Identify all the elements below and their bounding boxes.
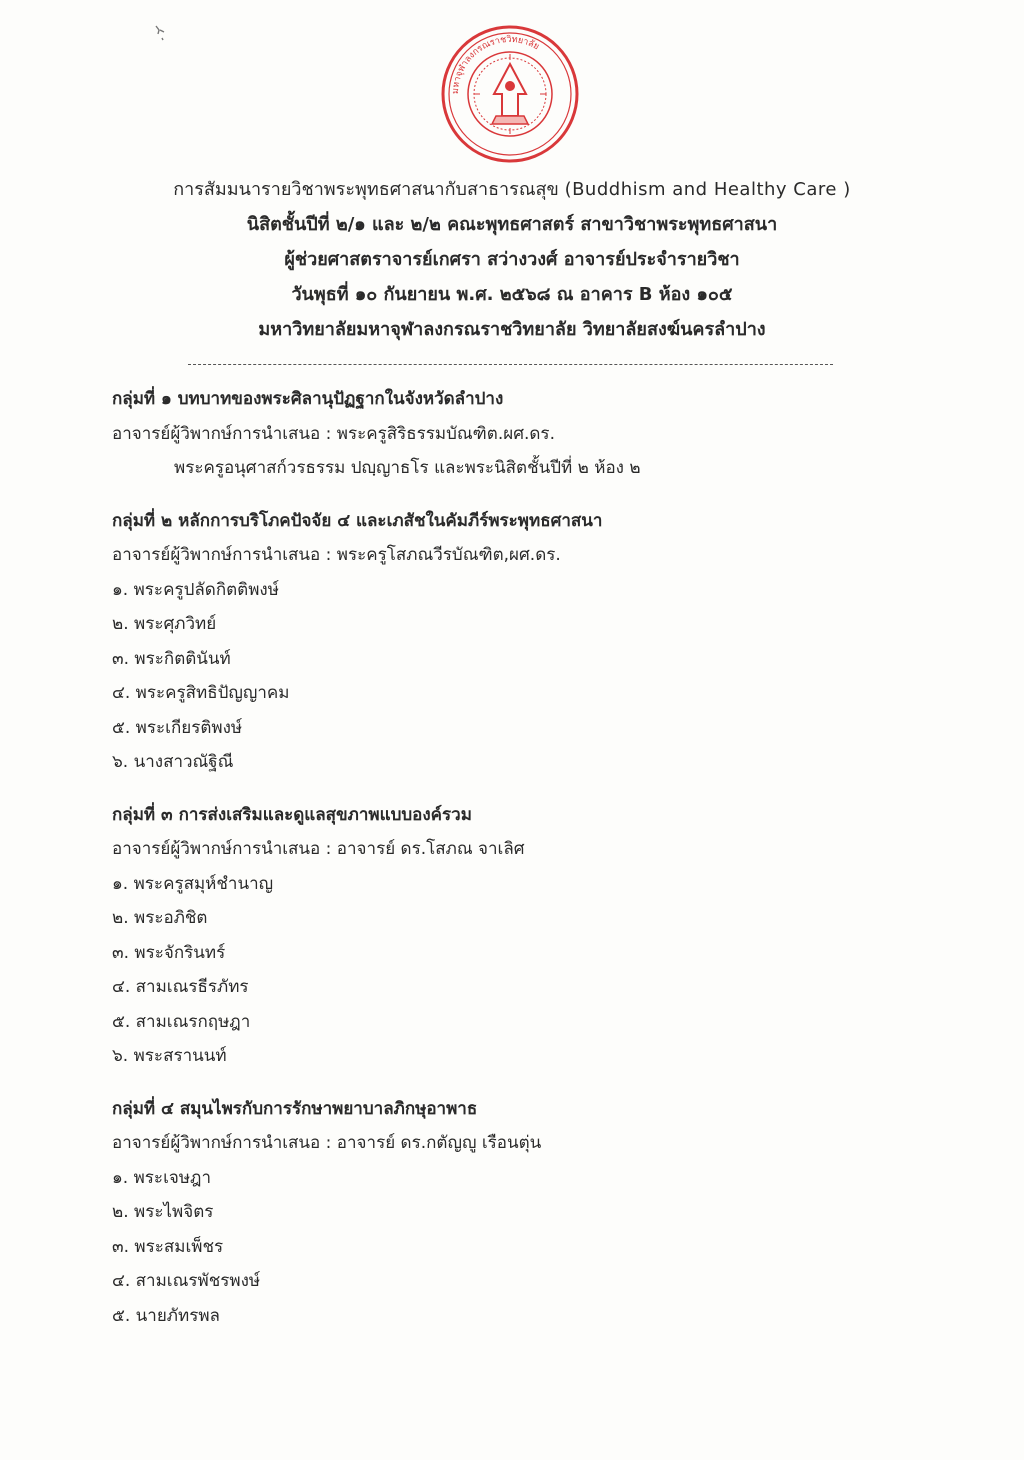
- group-3: [112, 798, 972, 1074]
- seminar-title-english: (Buddhism and Healthy Care ): [564, 179, 851, 200]
- seal-text: มหาจุฬาลงกรณราชวิทยาลัย: [450, 34, 541, 95]
- list-item: ๒. พระอภิชิต: [112, 908, 208, 928]
- group-title: กลุ่มที่ ๔ สมุนไพรกับการรักษาพยาบาลภิกษุอาพาธ: [112, 1098, 478, 1119]
- list-item: ๒. พระไพจิตร: [112, 1202, 214, 1222]
- group-advisor: อาจารย์ผู้วิพากษ์การนำเสนอ : พระครูโสภณวีรบัณฑิต,ผศ.ดร.: [112, 545, 561, 565]
- list-item: ๓. พระจักรินทร์: [112, 942, 226, 963]
- list-item: ๖. นางสาวณัฐิณี: [112, 752, 234, 772]
- header-divider: [188, 364, 833, 365]
- list-item: ๑. พระเจษฎา: [112, 1167, 212, 1188]
- header-institution: มหาวิทยาลัยมหาจุฬาลงกรณราชวิทยาลัย วิทยาลัยสงฆ์นครลำปาง: [258, 319, 766, 340]
- list-item: ๓. พระสมเพ็ชร: [112, 1236, 224, 1257]
- group-1: [112, 382, 972, 486]
- group-title: กลุ่มที่ ๑ บทบาทของพระศิลานุปัฏฐากในจังหวัดลำปาง: [112, 389, 504, 409]
- group-2: [112, 504, 972, 780]
- list-item: ๕. สามเณรกฤษฎา: [112, 1011, 251, 1032]
- header-date-venue: วันพุธที่ ๑๐ กันยายน พ.ศ. ๒๕๖๘ ณ อาคาร B ห้อง ๑๐๕: [291, 284, 733, 305]
- list-item: ๑. พระครูสมุห์ชำนาญ: [112, 873, 274, 894]
- group-advisor: อาจารย์ผู้วิพากษ์การนำเสนอ : พระครูสิริธรรมบัณฑิต.ผศ.ดร.: [112, 423, 555, 444]
- header-students: นิสิตชั้นปีที่ ๒/๑ และ ๒/๒ คณะพุทธศาสตร์ สาขาวิชาพระพุทธศาสนา: [246, 214, 778, 235]
- group-list: [112, 382, 972, 1351]
- list-item: ๔. พระครูสิทธิปัญญาคม: [112, 683, 290, 703]
- list-item: ๔. สามเณรพัชรพงษ์: [112, 1271, 261, 1291]
- group-advisor: อาจารย์ผู้วิพากษ์การนำเสนอ : อาจารย์ ดร.โสภณ จาเลิศ: [112, 839, 525, 859]
- group-title: กลุ่มที่ ๒ หลักการบริโภคปัจจัย ๔ และเภสัชในคัมภีร์พระพุทธศาสนา: [112, 510, 603, 531]
- seminar-title-thai: การสัมมนารายวิชาพระพุทธศาสนากับสาธารณสุข: [173, 179, 559, 200]
- group-title: กลุ่มที่ ๓ การส่งเสริมและดูแลสุขภาพแบบองค์รวม: [112, 804, 472, 825]
- list-item: ๕. พระเกียรติพงษ์: [112, 717, 243, 738]
- group-4: [112, 1092, 972, 1334]
- header-instructor: ผู้ช่วยศาสตราจารย์เกศรา สว่างวงศ์ อาจารย์ประจำรายวิชา: [284, 249, 740, 270]
- seminar-title: [0, 172, 1024, 207]
- list-item: ๓. พระกิตตินันท์: [112, 648, 231, 669]
- list-item: ๔. สามเณรธีรภัทร: [112, 977, 249, 997]
- list-item: ๖. พระสรานนท์: [112, 1046, 227, 1066]
- ink-speck-icon: [150, 20, 180, 50]
- group-additional-advisors: พระครูอนุศาสก์วรธรรม ปญฺญาธโร และพระนิสิตชั้นปีที่ ๒ ห้อง ๒: [174, 458, 641, 478]
- university-seal-icon: [440, 24, 580, 164]
- document-header: [0, 172, 1024, 347]
- list-item: ๒. พระศุภวิทย์: [112, 614, 217, 634]
- group-advisor: อาจารย์ผู้วิพากษ์การนำเสนอ : อาจารย์ ดร.กตัญญู เรือนตุ่น: [112, 1133, 542, 1153]
- list-item: ๑. พระครูปลัดกิตติพงษ์: [112, 579, 279, 600]
- list-item: ๕. นายภัทรพล: [112, 1305, 220, 1326]
